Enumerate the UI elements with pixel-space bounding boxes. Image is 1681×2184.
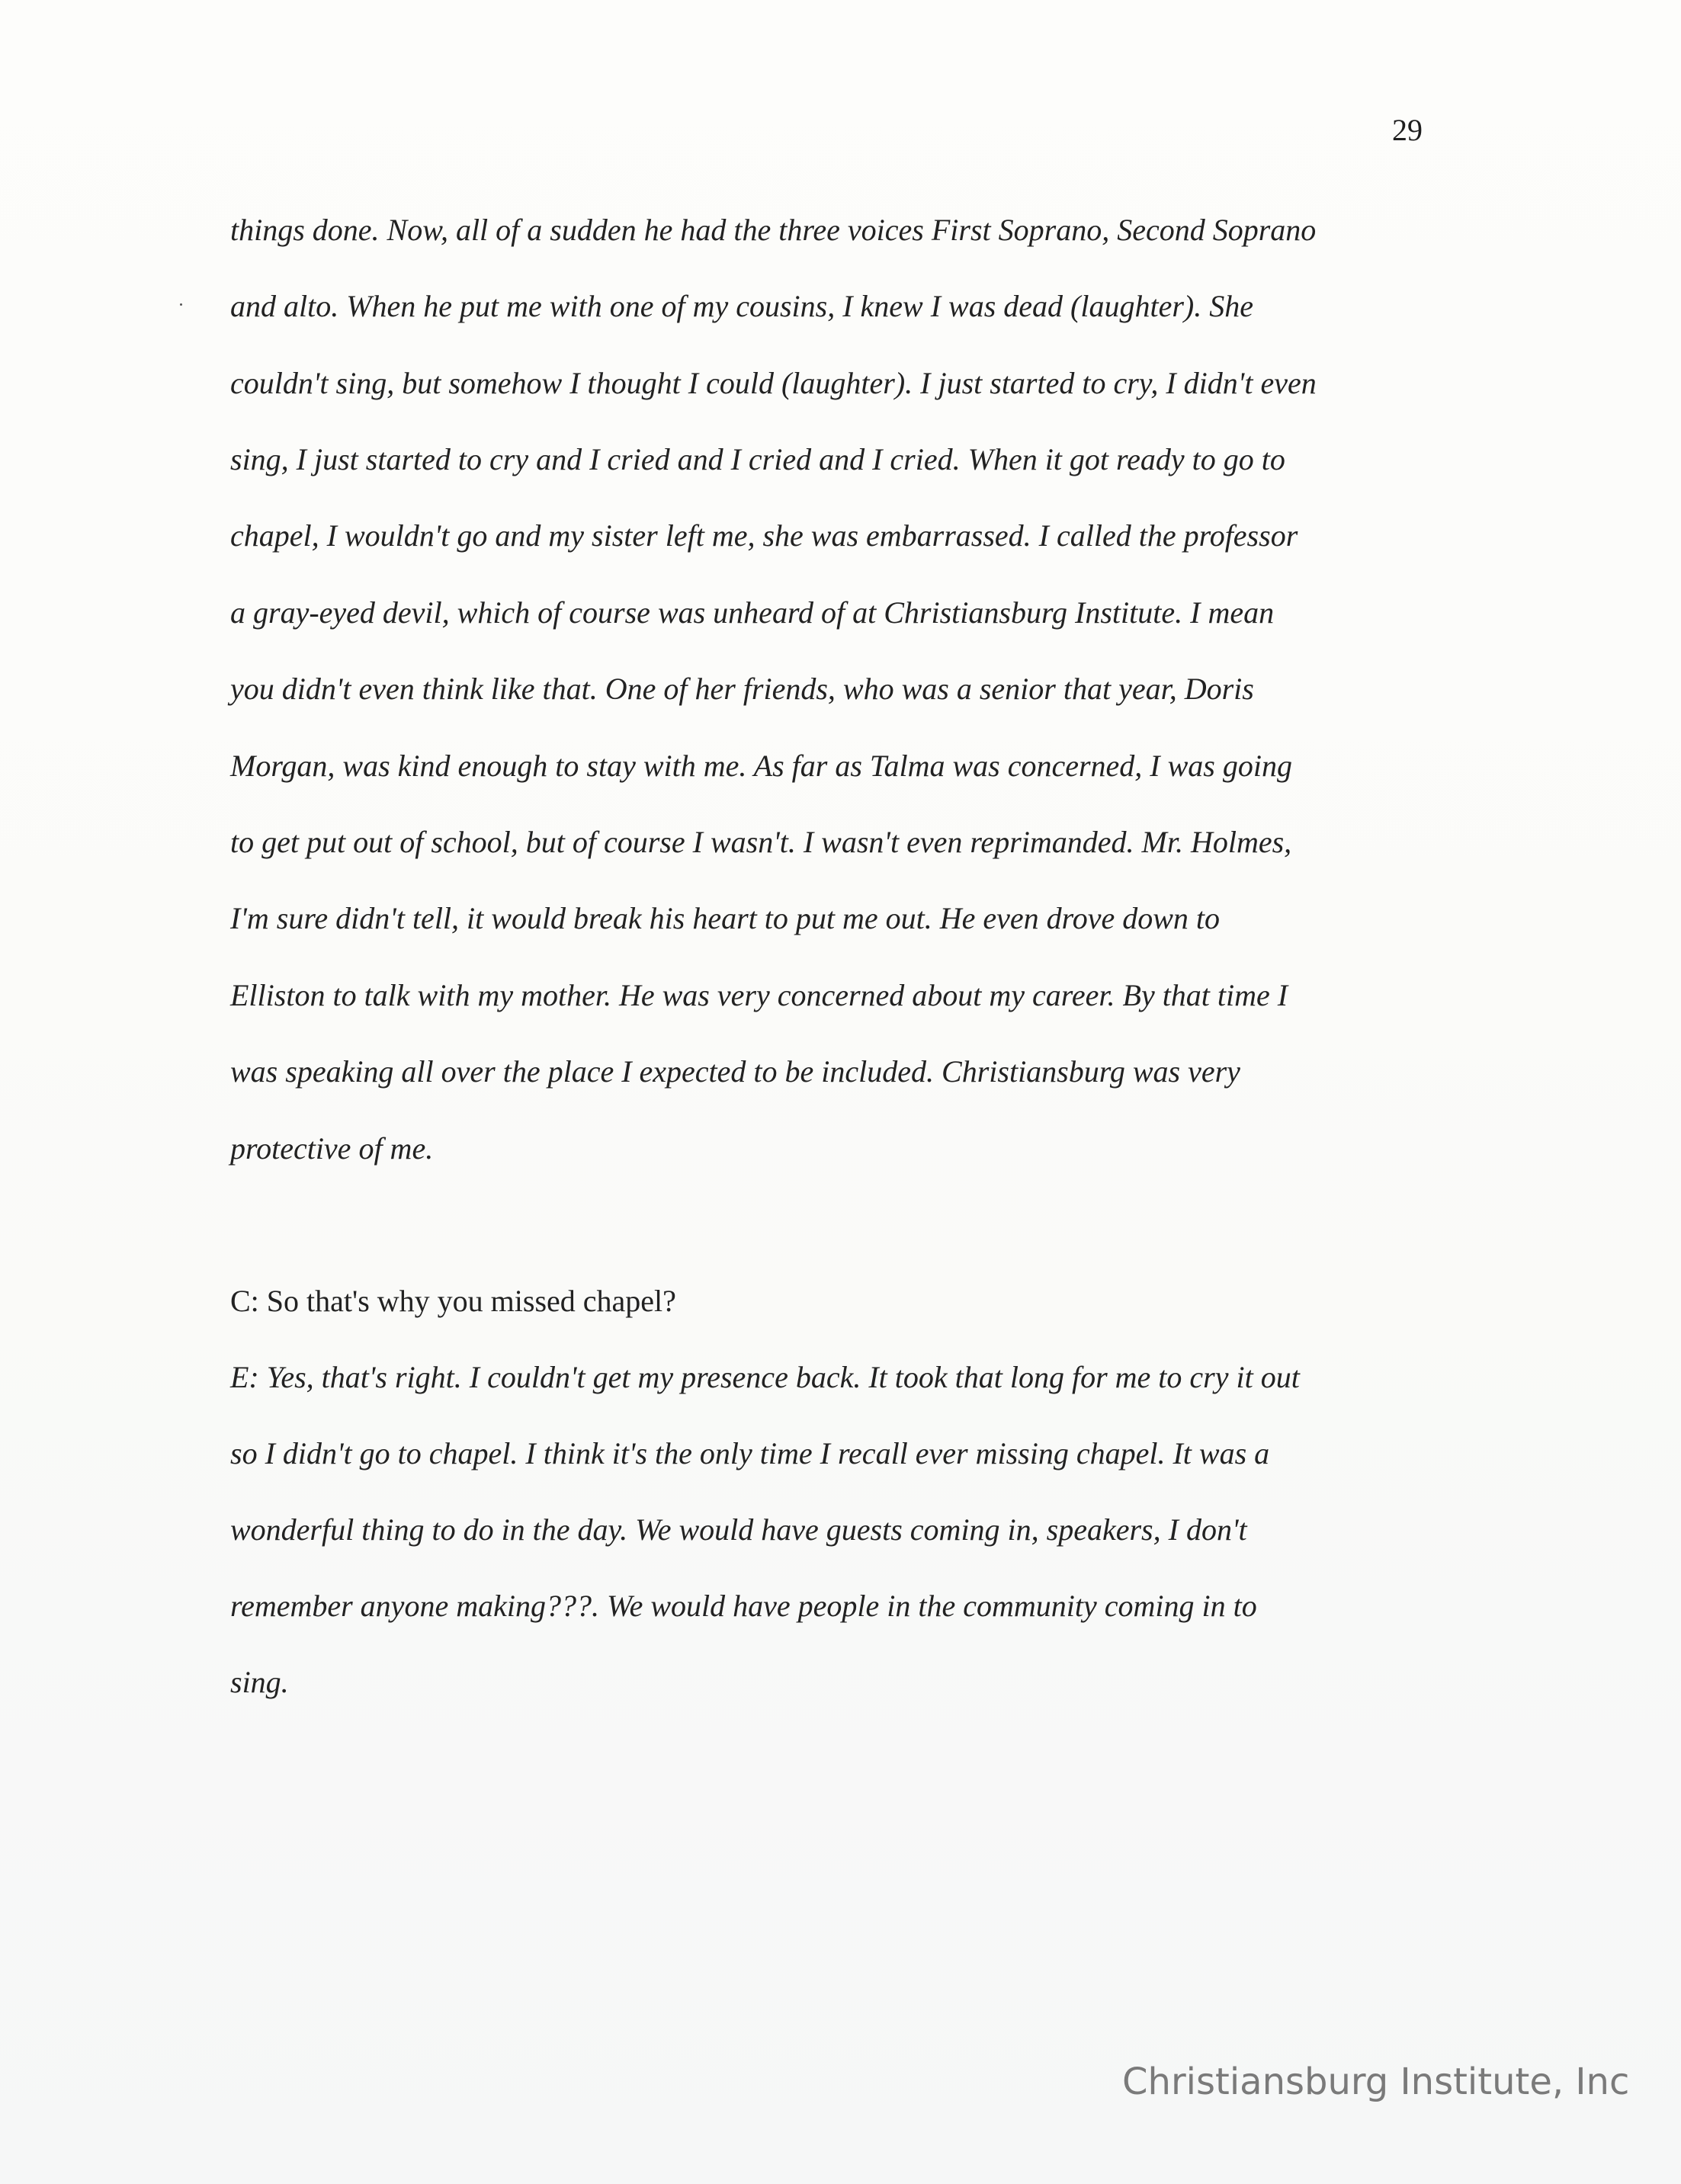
paragraph-line: and alto. When he put me with one of my cousins, I knew I was dead (laughter). She — [230, 289, 1253, 323]
paragraph-line: to get put out of school, but of course I wasn't. I wasn't even reprimanded. Mr. Holmes, — [230, 825, 1292, 859]
paragraph-line: I'm sure didn't tell, it would break his heart to put me out. He even drove down to — [230, 901, 1221, 935]
scan-speck — [180, 303, 182, 306]
answer-line: wonderful thing to do in the day. We would have guests coming in, speakers, I don't — [230, 1512, 1247, 1547]
answer-line: so I didn't go to chapel. I think it's the only time I recall ever missing chapel. It was a — [230, 1436, 1270, 1470]
answer-line: sing. — [230, 1665, 289, 1699]
watermark: Christiansburg Institute, Inc — [1122, 2061, 1630, 2103]
answer-line: E: Yes, that's right. I couldn't get my presence back. It took that long for me to cry it out — [230, 1360, 1300, 1394]
paragraph-line: was speaking all over the place I expected to be included. Christiansburg was very — [230, 1054, 1240, 1089]
paragraph-line: a gray-eyed devil, which of course was unheard of at Christiansburg Institute. I mean — [230, 595, 1275, 630]
paragraph-line: protective of me. — [230, 1131, 434, 1166]
answer-line: remember anyone making???. We would have people in the community coming in to — [230, 1589, 1257, 1623]
page-number: 29 — [1392, 113, 1423, 147]
paragraph-line: you didn't even think like that. One of her friends, who was a senior that year, Doris — [230, 672, 1254, 706]
paragraph-line: sing, I just started to cry and I cried and I cried and I cried. When it got ready to go to — [230, 442, 1285, 476]
paragraph-line: couldn't sing, but somehow I thought I could (laughter). I just started to cry, I didn't even — [230, 366, 1317, 400]
paragraph-line: chapel, I wouldn't go and my sister left me, she was embarrassed. I called the professor — [230, 518, 1298, 553]
paragraph-line: Morgan, was kind enough to stay with me. As far as Talma was concerned, I was going — [230, 749, 1292, 783]
paragraph-line: things done. Now, all of a sudden he had the three voices First Soprano, Second Soprano — [230, 213, 1317, 247]
paragraph-line: Elliston to talk with my mother. He was very concerned about my career. By that time I — [230, 978, 1288, 1012]
interviewer-question: C: So that's why you missed chapel? — [230, 1284, 676, 1318]
